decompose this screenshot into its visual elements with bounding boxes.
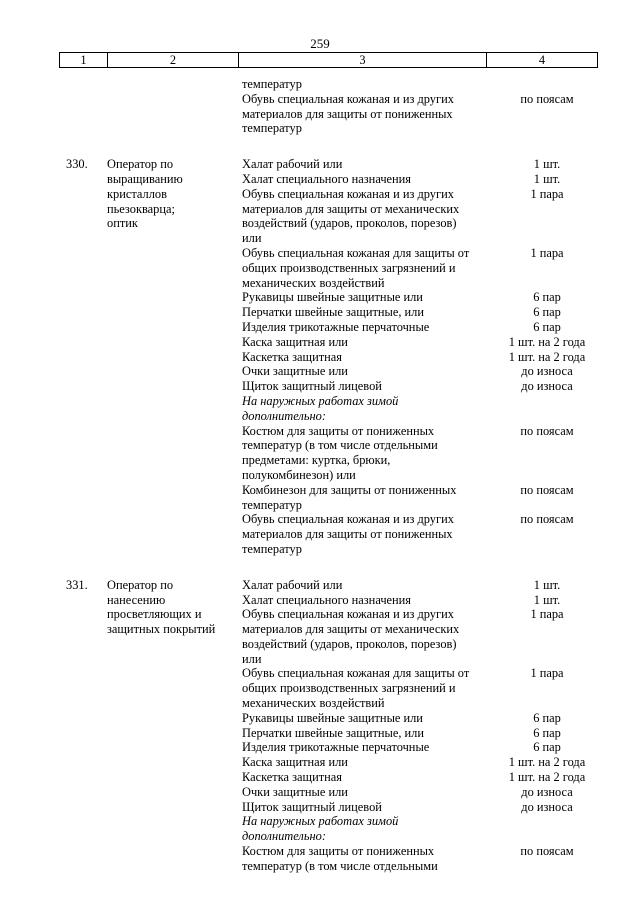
item-cell bbox=[242, 92, 492, 136]
item-line: общих производственных загрязнений и bbox=[242, 681, 456, 696]
occupation-line: Оператор по bbox=[107, 577, 174, 592]
table-row bbox=[0, 157, 640, 172]
table-row bbox=[0, 172, 640, 187]
occupation-line: нанесению bbox=[107, 592, 166, 607]
entry-number-cell bbox=[0, 755, 107, 770]
item-cell bbox=[242, 246, 492, 290]
item-line: Обувь специальная кожаная и из других bbox=[242, 91, 454, 106]
item-cell bbox=[242, 578, 492, 593]
entry-number-cell bbox=[0, 726, 107, 741]
item-line: температур bbox=[242, 497, 302, 512]
occupation-line: оптик bbox=[107, 216, 138, 231]
entry-number: 330. bbox=[66, 157, 88, 172]
occupation-line: пьезокварца; bbox=[107, 201, 175, 216]
entry-number-cell bbox=[0, 394, 107, 424]
item-cell bbox=[242, 350, 492, 365]
item-line: материалов для защиты от пониженных bbox=[242, 106, 453, 121]
quantity-cell: 1 пара bbox=[530, 245, 564, 260]
table-row bbox=[0, 726, 640, 741]
item-cell bbox=[242, 800, 492, 815]
occupation-name bbox=[107, 578, 215, 637]
quantity-cell: 1 шт. на 2 года bbox=[508, 349, 586, 364]
table-row bbox=[0, 379, 640, 394]
table-row bbox=[0, 290, 640, 305]
occupation-cell bbox=[107, 77, 242, 92]
table-row bbox=[0, 350, 640, 365]
occupation-cell bbox=[107, 512, 242, 556]
item-line: температур (в том числе отдельными bbox=[242, 438, 438, 453]
item-line: температур bbox=[242, 541, 302, 556]
occupation-line: выращиванию bbox=[107, 171, 183, 186]
entry-number: 331. bbox=[66, 577, 88, 592]
item-line: предметами: куртка, брюки, bbox=[242, 453, 391, 468]
item-line: Очки защитные или bbox=[242, 784, 348, 799]
quantity-cell: до износа bbox=[521, 784, 573, 799]
table-row bbox=[0, 578, 640, 593]
item-line: На наружных работах зимой bbox=[242, 393, 399, 408]
item-cell bbox=[242, 726, 492, 741]
occupation-cell bbox=[107, 726, 242, 741]
table-row bbox=[0, 593, 640, 608]
column-header-3: 3 bbox=[239, 53, 487, 67]
item-line: Обувь специальная кожаная и из других bbox=[242, 186, 454, 201]
item-cell bbox=[242, 172, 492, 187]
row-spacer bbox=[0, 557, 640, 578]
item-line: Халат специального назначения bbox=[242, 171, 412, 186]
entry-number-cell bbox=[0, 666, 107, 710]
item-line: Каска защитная или bbox=[242, 755, 348, 770]
quantity-cell: 1 шт. на 2 года bbox=[508, 334, 586, 349]
item-line: На наружных работах зимой bbox=[242, 814, 399, 829]
item-line: температур (в том числе отдельными bbox=[242, 858, 438, 873]
entry-number-cell bbox=[0, 77, 107, 92]
item-cell bbox=[242, 379, 492, 394]
occupation-line: кристаллов bbox=[107, 186, 167, 201]
table-row bbox=[0, 483, 640, 513]
quantity-cell: 6 пар bbox=[533, 319, 561, 334]
item-line: дополнительно: bbox=[242, 408, 326, 423]
quantity-cell: 1 пара bbox=[530, 186, 564, 201]
item-line: Халат рабочий или bbox=[242, 157, 343, 172]
quantity-cell: 1 шт. bbox=[533, 157, 561, 172]
item-cell bbox=[242, 77, 492, 92]
column-header-2: 2 bbox=[108, 53, 239, 67]
continuation-block bbox=[0, 77, 640, 136]
item-cell bbox=[242, 364, 492, 379]
item-cell bbox=[242, 666, 492, 710]
entry-number-cell bbox=[0, 593, 107, 608]
item-line: механических воздействий bbox=[242, 275, 385, 290]
entry-number-cell bbox=[0, 157, 107, 172]
item-line: Комбинезон для защиты от пониженных bbox=[242, 482, 457, 497]
quantity-cell: до износа bbox=[521, 799, 573, 814]
column-header-1: 1 bbox=[60, 53, 108, 67]
occupation-cell bbox=[107, 305, 242, 320]
occupation-cell bbox=[107, 364, 242, 379]
entry-number-cell bbox=[0, 785, 107, 800]
occupation-cell bbox=[107, 711, 242, 726]
quantity-cell: 1 шт. bbox=[533, 592, 561, 607]
table-column-header bbox=[59, 52, 598, 68]
item-cell bbox=[242, 320, 492, 335]
quantity-cell: до износа bbox=[521, 379, 573, 394]
quantity-cell: 1 шт. на 2 года bbox=[508, 770, 586, 785]
item-line: Очки защитные или bbox=[242, 364, 348, 379]
occupation-cell bbox=[107, 844, 242, 874]
entry-number-cell bbox=[0, 483, 107, 513]
occupation-cell bbox=[107, 246, 242, 290]
entry-items bbox=[0, 157, 640, 557]
table-row bbox=[0, 814, 640, 844]
quantity-cell: 6 пар bbox=[533, 725, 561, 740]
table-row bbox=[0, 77, 640, 92]
item-line: Каска защитная или bbox=[242, 334, 348, 349]
occupation-cell bbox=[107, 394, 242, 424]
item-cell bbox=[242, 740, 492, 755]
table-row bbox=[0, 844, 640, 874]
item-cell bbox=[242, 187, 492, 246]
occupation-cell bbox=[107, 92, 242, 136]
item-line: материалов для защиты от механических bbox=[242, 201, 460, 216]
table-body bbox=[0, 77, 640, 874]
quantity-cell: 6 пар bbox=[533, 290, 561, 305]
item-line: Обувь специальная кожаная для защиты от bbox=[242, 666, 470, 681]
item-line: температур bbox=[242, 121, 302, 136]
item-line: Каскетка защитная bbox=[242, 349, 342, 364]
quantity-cell bbox=[492, 77, 602, 92]
quantity-cell: 6 пар bbox=[533, 305, 561, 320]
occupation-cell bbox=[107, 666, 242, 710]
note-cell bbox=[242, 394, 492, 424]
item-line: общих производственных загрязнений и bbox=[242, 260, 456, 275]
item-line: Костюм для защиты от пониженных bbox=[242, 423, 435, 438]
entry-number-cell bbox=[0, 770, 107, 785]
entry-block bbox=[0, 578, 640, 874]
entry-number-cell bbox=[0, 512, 107, 556]
item-line: материалов для защиты от механических bbox=[242, 622, 460, 637]
table-row bbox=[0, 512, 640, 556]
entry-number-cell bbox=[0, 187, 107, 246]
occupation-cell bbox=[107, 740, 242, 755]
entry-items bbox=[0, 578, 640, 874]
item-line: материалов для защиты от пониженных bbox=[242, 527, 453, 542]
entry-number-cell bbox=[0, 320, 107, 335]
item-line: воздействий (ударов, проколов, порезов) bbox=[242, 636, 457, 651]
quantity-cell: 1 шт. bbox=[533, 577, 561, 592]
occupation-line: просветляющих и bbox=[107, 607, 202, 622]
quantity-cell: 1 шт. bbox=[533, 171, 561, 186]
occupation-cell bbox=[107, 800, 242, 815]
note-cell bbox=[242, 814, 492, 844]
item-cell bbox=[242, 844, 492, 874]
item-line: дополнительно: bbox=[242, 829, 326, 844]
entry-number-cell bbox=[0, 844, 107, 874]
entry-block bbox=[0, 157, 640, 557]
entry-number-cell bbox=[0, 607, 107, 666]
item-cell bbox=[242, 607, 492, 666]
entry-number-cell bbox=[0, 172, 107, 187]
item-cell bbox=[242, 157, 492, 172]
item-line: Изделия трикотажные перчаточные bbox=[242, 740, 430, 755]
entry-number-cell bbox=[0, 711, 107, 726]
item-line: температур bbox=[242, 77, 302, 91]
entry-number-cell bbox=[0, 364, 107, 379]
page-number: 259 bbox=[310, 36, 330, 51]
entry-number-cell bbox=[0, 92, 107, 136]
occupation-cell bbox=[107, 755, 242, 770]
entry-number-cell bbox=[0, 246, 107, 290]
quantity-cell: 1 пара bbox=[530, 607, 564, 622]
item-line: механических воздействий bbox=[242, 696, 385, 711]
quantity-cell: по поясам bbox=[520, 482, 574, 497]
item-cell bbox=[242, 711, 492, 726]
item-line: Халат специального назначения bbox=[242, 592, 412, 607]
table-row bbox=[0, 770, 640, 785]
item-cell bbox=[242, 305, 492, 320]
table-row bbox=[0, 740, 640, 755]
occupation-cell bbox=[107, 350, 242, 365]
entry-number-cell bbox=[0, 379, 107, 394]
table-row bbox=[0, 607, 640, 666]
item-line: или bbox=[242, 231, 262, 246]
item-line: Щиток защитный лицевой bbox=[242, 379, 382, 394]
column-header-4: 4 bbox=[538, 53, 546, 67]
item-line: Рукавицы швейные защитные или bbox=[242, 710, 423, 725]
table-row bbox=[0, 711, 640, 726]
item-cell bbox=[242, 770, 492, 785]
entry-number-cell bbox=[0, 800, 107, 815]
entry-number-cell bbox=[0, 424, 107, 483]
item-cell bbox=[242, 512, 492, 556]
item-line: полукомбинезон) или bbox=[242, 467, 356, 482]
quantity-cell bbox=[492, 394, 602, 424]
table-row bbox=[0, 666, 640, 710]
entry-number-cell bbox=[0, 290, 107, 305]
item-cell bbox=[242, 335, 492, 350]
table-row bbox=[0, 187, 640, 246]
entry-number-cell bbox=[0, 350, 107, 365]
row-spacer bbox=[0, 136, 640, 157]
quantity-cell: 1 шт. на 2 года bbox=[508, 755, 586, 770]
quantity-cell: до износа bbox=[521, 364, 573, 379]
occupation-line: защитных покрытий bbox=[107, 622, 216, 637]
table-row bbox=[0, 92, 640, 136]
table-row bbox=[0, 364, 640, 379]
occupation-cell bbox=[107, 770, 242, 785]
entry-number-cell bbox=[0, 578, 107, 593]
occupation-cell bbox=[107, 379, 242, 394]
item-cell bbox=[242, 755, 492, 770]
quantity-cell: 6 пар bbox=[533, 710, 561, 725]
occupation-cell bbox=[107, 785, 242, 800]
item-line: воздействий (ударов, проколов, порезов) bbox=[242, 216, 457, 231]
item-cell bbox=[242, 424, 492, 483]
table-row bbox=[0, 755, 640, 770]
item-line: или bbox=[242, 651, 262, 666]
occupation-cell bbox=[107, 335, 242, 350]
occupation-cell bbox=[107, 290, 242, 305]
item-line: Перчатки швейные защитные, или bbox=[242, 305, 424, 320]
quantity-cell: по поясам bbox=[520, 512, 574, 527]
table-row bbox=[0, 394, 640, 424]
item-line: Обувь специальная кожаная и из других bbox=[242, 512, 454, 527]
entry-number-cell bbox=[0, 814, 107, 844]
occupation-name bbox=[107, 157, 183, 231]
item-line: Перчатки швейные защитные, или bbox=[242, 725, 424, 740]
item-cell bbox=[242, 593, 492, 608]
table-row bbox=[0, 246, 640, 290]
item-line: Обувь специальная кожаная и из других bbox=[242, 607, 454, 622]
quantity-cell bbox=[492, 814, 602, 844]
quantity-cell: по поясам bbox=[520, 844, 574, 859]
entry-number-cell bbox=[0, 740, 107, 755]
item-line: Костюм для защиты от пониженных bbox=[242, 844, 435, 859]
item-cell bbox=[242, 483, 492, 513]
item-line: Халат рабочий или bbox=[242, 577, 343, 592]
item-line: Изделия трикотажные перчаточные bbox=[242, 319, 430, 334]
table-row bbox=[0, 320, 640, 335]
table-row bbox=[0, 335, 640, 350]
table-row bbox=[0, 305, 640, 320]
item-line: Каскетка защитная bbox=[242, 770, 342, 785]
table-row bbox=[0, 785, 640, 800]
quantity-cell: 6 пар bbox=[533, 740, 561, 755]
occupation-cell bbox=[107, 320, 242, 335]
quantity-cell: 1 пара bbox=[530, 666, 564, 681]
table-row bbox=[0, 800, 640, 815]
occupation-line: Оператор по bbox=[107, 157, 174, 172]
entry-number-cell bbox=[0, 335, 107, 350]
quantity-cell: по поясам bbox=[520, 91, 574, 106]
quantity-cell: по поясам bbox=[520, 423, 574, 438]
item-line: Щиток защитный лицевой bbox=[242, 799, 382, 814]
item-cell bbox=[242, 290, 492, 305]
occupation-cell bbox=[107, 483, 242, 513]
occupation-cell bbox=[107, 424, 242, 483]
item-cell bbox=[242, 785, 492, 800]
occupation-cell bbox=[107, 814, 242, 844]
table-row bbox=[0, 424, 640, 483]
entry-number-cell bbox=[0, 305, 107, 320]
item-line: Рукавицы швейные защитные или bbox=[242, 290, 423, 305]
item-line: Обувь специальная кожаная для защиты от bbox=[242, 245, 470, 260]
